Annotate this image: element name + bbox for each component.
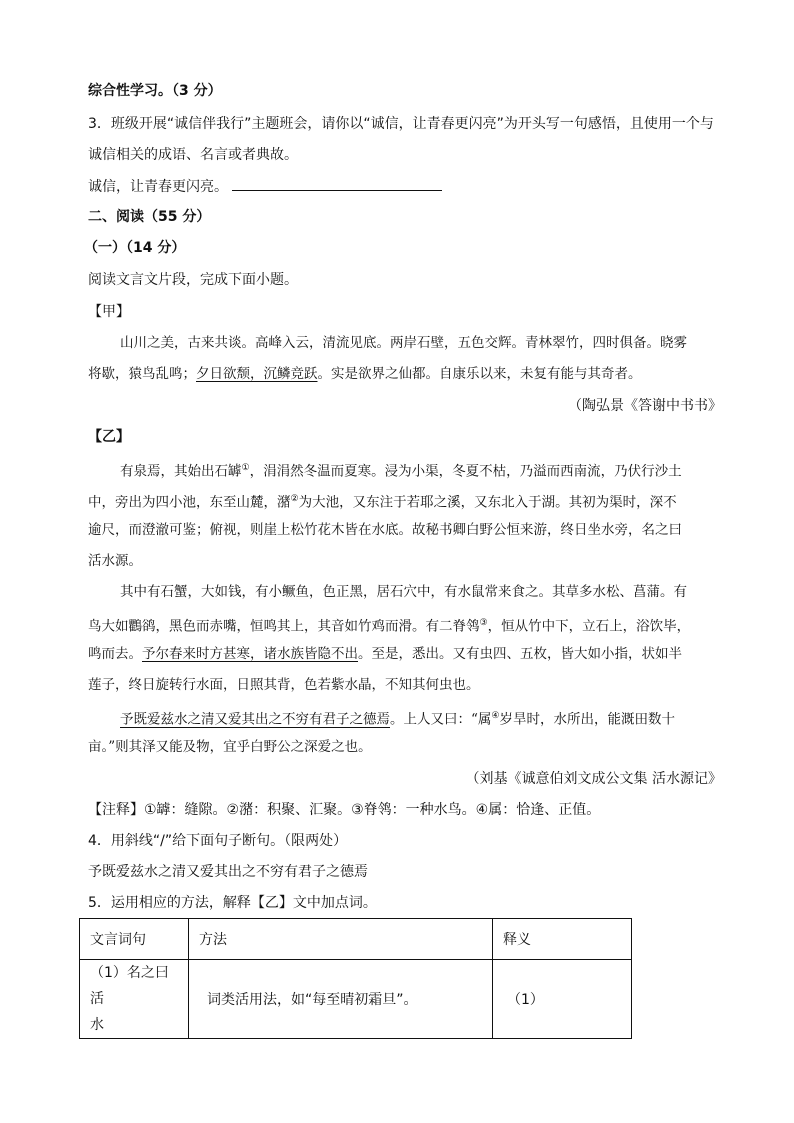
footnote-4-marker: ④ [491, 711, 500, 721]
passage-yi-label: 【乙】 [88, 429, 130, 445]
question-3-line-1: 3．班级开展“诚信伴我行”主题班会，请你以“诚信，让青春更闪亮”为开头写一句感悟，且使用一个与 [88, 116, 714, 132]
yi-p2-line-4: 莲子，终日旋转行水面，日照其背，色若紫水晶，不知其何虫也。 [88, 677, 480, 693]
part-1-heading: （一）（14 分） [84, 240, 186, 256]
yi-text: 为大池，又东注于若耶之溪，又东北入于湖。其初为渠时，深不 [298, 494, 677, 511]
answer-blank[interactable] [232, 176, 442, 191]
footnote-2-marker: ② [290, 494, 299, 504]
method-text: 词类活用法，如“每至晴初霜旦”。 [207, 992, 418, 1008]
footnote-1-marker: ① [241, 463, 250, 473]
section-heading-zonghe: 综合性学习。（3 分） [88, 83, 222, 99]
yi-p1-line-1 [120, 458, 682, 482]
jia-source: （陶弘景《答谢中书书》 [568, 398, 722, 414]
yi-p3-line-1 [120, 706, 675, 730]
yi-p2-line-2 [88, 613, 690, 637]
yi-p1-line-2 [88, 489, 677, 513]
question-5-table [79, 918, 632, 1039]
annotations: 【注释】①罅：缝隙。②潴：积聚、汇聚。③脊鸰：一种水鸟。④属：恰逢、正值。 [88, 802, 601, 818]
table-header-row [80, 919, 632, 960]
question-4: 4．用斜线“/”给下面句子断句。（限两处） [88, 833, 348, 849]
reading-instruction: 阅读文言文片段，完成下面小题。 [88, 272, 298, 288]
jia-underlined-sentence: 夕日欲颓，沉鳞竞跃 [196, 366, 318, 382]
yi-text: 岁旱时，水所出，能溉田数十 [499, 711, 675, 728]
yi-text: 。上人又曰：“属 [390, 711, 492, 728]
yi-p2-line-1: 其中有石蟹，大如钱，有小鳜鱼，色正黑，居石穴中，有水鼠常来食之。其草多水松、菖蒲。有 [120, 584, 687, 600]
yi-p1-line-4: 活水源。 [88, 553, 142, 569]
yi-p1-line-3: 逾尺，而澄澈可鉴；俯视，则崖上松竹花木皆在水底。故秘书卿白野公恒来游，终日坐水旁，名之曰 [88, 522, 682, 538]
yi-text: 鸣而去。 [88, 646, 142, 662]
question-3-prompt: 诚信，让青春更闪亮。 [88, 179, 228, 195]
table-cell-meaning[interactable] [493, 960, 632, 1039]
yi-text: ，恒从竹中下，立石上，浴饮毕， [487, 618, 691, 635]
jia-line-2 [88, 364, 642, 384]
yi-underlined-sentence: 予既爱兹水之清又爱其出之不穷有君子之德焉 [120, 711, 390, 728]
table-row [80, 960, 632, 1039]
yi-p3-line-2: 亩。”则其泽又能及物，宜乎白野公之深爱之也。 [88, 739, 372, 755]
phrase-line: （1）名之曰活 [90, 965, 169, 1007]
table-cell-method [189, 960, 493, 1039]
passage-jia-label: 【甲】 [88, 304, 130, 320]
question-3-line-2: 诚信相关的成语、名言或者典故。 [88, 147, 298, 163]
yi-underlined-sentence: 予尔春来时方甚寒，诸水族皆隐不出 [142, 646, 358, 662]
yi-text: 。至是，悉出。又有虫四、五枚，皆大如小指，状如半 [358, 646, 682, 662]
meaning-text: （1） [507, 992, 544, 1008]
section-heading-reading: 二、阅读（55 分） [88, 209, 211, 225]
yi-text: 鸟大如鸜鹆，黑色而赤嘴，恒鸣其上，其音如竹鸡而滑。有二脊鸰 [88, 618, 480, 635]
table-header-cell: 文言词句 [80, 919, 189, 960]
jia-text: 将歇，猿鸟乱鸣； [88, 366, 196, 382]
yi-source: （刘基《诚意伯刘文成公文集 活水源记》 [465, 771, 722, 787]
phrase-line: 水 [90, 1017, 104, 1033]
question-4-sentence: 予既爱兹水之清又爱其出之不穷有君子之德焉 [88, 864, 368, 880]
table-header-cell: 释义 [493, 919, 632, 960]
jia-line-1: 山川之美，古来共谈。高峰入云，清流见底。两岸石壁，五色交辉。青林翠竹，四时俱备。晓雾 [120, 335, 687, 351]
yi-text: 中，旁出为四小池，东至山麓，潴 [88, 494, 291, 511]
yi-text: ，涓涓然冬温而夏寒。浸为小渠，冬夏不枯，乃溢而西南流，乃伏行沙土 [249, 463, 682, 480]
jia-text: 。实是欲界之仙都。自康乐以来，未复有能与其奇者。 [317, 366, 642, 382]
table-header-cell: 方法 [189, 919, 493, 960]
table-cell-phrase [80, 960, 189, 1039]
question-5: 5．运用相应的方法，解释【乙】文中加点词。 [88, 895, 377, 911]
yi-text: 有泉焉，其始出石罅 [120, 463, 242, 480]
question-3-answer-line [88, 176, 442, 197]
footnote-3-marker: ③ [479, 618, 488, 628]
yi-p2-line-3 [88, 644, 682, 664]
